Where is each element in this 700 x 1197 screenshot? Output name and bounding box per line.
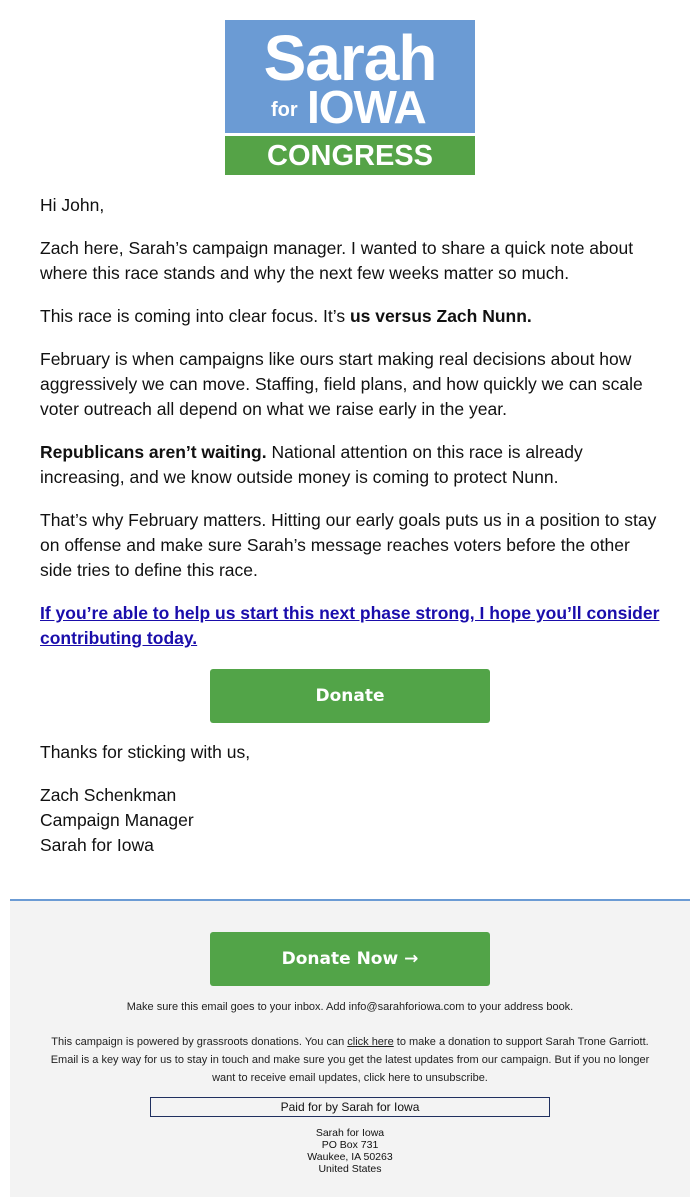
address-org: Sarah for Iowa [315, 1127, 385, 1139]
paragraph-intro: Zach here, Sarah’s campaign manager. I wanted to share a quick note about where this race stands and why the next few weeks matter so much. [40, 238, 634, 283]
logo-state: IOWA [307, 81, 426, 133]
inbox-note: Make sure this email goes to your inbox. Add info@sarahforiowa.com to your address book. [126, 1001, 574, 1013]
paragraph-republicans [40, 440, 665, 490]
email-body [40, 193, 665, 669]
paragraph-why-february: That’s why February matters. Hitting our early goals puts us in a position to stay on offense and make sure Sarah’s message reaches voters before the other side tries to define this race. [40, 510, 657, 580]
logo-office: CONGRESS [267, 140, 433, 172]
address-box: PO Box 731 [321, 1139, 379, 1151]
paragraph-cta [40, 601, 665, 651]
donate-button[interactable]: Donate [210, 669, 490, 723]
closing [40, 740, 640, 858]
closing-thanks: Thanks for sticking with us, [40, 742, 251, 762]
logo-blue-block [225, 20, 475, 133]
signature-title: Campaign Manager [40, 810, 194, 830]
grassroots-note [40, 1033, 660, 1087]
paragraph-focus [40, 304, 665, 329]
donation-click-here-link[interactable]: click here [347, 1036, 394, 1048]
footer [10, 899, 690, 1197]
paid-for-disclaimer: Paid for by Sarah for Iowa [150, 1097, 550, 1117]
mailing-address [10, 1127, 690, 1175]
greeting: Hi John, [40, 195, 105, 215]
campaign-logo [225, 20, 475, 175]
paragraph-february: February is when campaigns like ours start making real decisions about how aggressively we can move. Staffing, field plans, and how quickly we can scale voter outreach all depend on what we raise early in the year. [40, 349, 643, 419]
donate-now-button[interactable]: Donate Now → [210, 932, 490, 986]
paragraph-focus-bold: us versus Zach Nunn. [349, 306, 532, 326]
paragraph-focus-text: This race is coming into clear focus. It’s [40, 306, 350, 326]
address-country: United States [318, 1163, 382, 1175]
signature-org: Sarah for Iowa [40, 835, 154, 855]
logo-green-block [225, 136, 475, 175]
logo-for: for [271, 99, 298, 121]
paragraph-republicans-text: National attention on this race is already increasing, and we know outside money is coming to protect Nunn. [40, 442, 583, 487]
grassroots-text-2: to make a donation to support Sarah Trone Garriott. Email is a key way for us to stay in touch and make sure you get the latest updates from our campaign. But if you no longer want to receive email updates, click here to unsubscribe. [50, 1036, 650, 1084]
contribute-link[interactable]: If you’re able to help us start this next phase strong, I hope you’ll consider contributing today. [40, 603, 660, 648]
signature-name: Zach Schenkman [40, 785, 177, 805]
address-city: Waukee, IA 50263 [307, 1151, 393, 1163]
grassroots-text-1: This campaign is powered by grassroots donations. You can [51, 1036, 348, 1048]
logo-name: Sarah [263, 22, 437, 94]
paragraph-republicans-bold: Republicans aren’t waiting. [40, 442, 267, 462]
